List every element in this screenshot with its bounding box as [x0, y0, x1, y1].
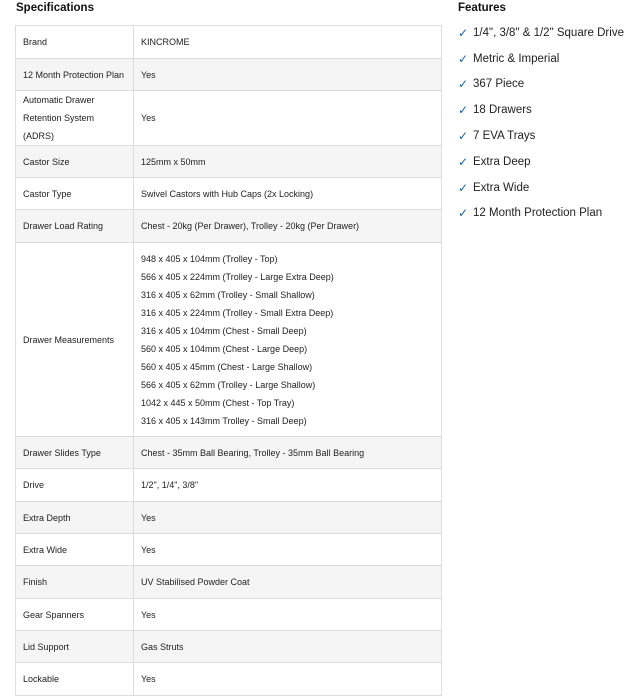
spec-value — [134, 210, 442, 243]
spec-value-line: 1042 x 445 x 50mm (Chest - Top Tray) — [141, 397, 295, 408]
check-icon: ✓ — [458, 180, 469, 195]
spec-value-line: 1/2", 1/4", 3/8" — [141, 480, 199, 490]
feature-text: 1/4", 3/8" & 1/2" Square Drive — [473, 26, 624, 39]
spec-value-line: Chest - 35mm Ball Bearing, Trolley - 35mm Ball Bearing — [141, 447, 365, 458]
feature-item — [458, 97, 624, 123]
spec-value — [134, 59, 442, 91]
spec-value-line: 316 x 405 x 224mm (Trolley - Small Extra Deep) — [141, 307, 334, 318]
spec-row — [16, 59, 442, 91]
feature-text: 7 EVA Trays — [473, 130, 536, 143]
feature-item — [458, 72, 624, 98]
spec-row — [16, 26, 442, 59]
spec-value — [134, 566, 442, 599]
spec-label: Brand — [16, 26, 134, 59]
spec-value-line: 125mm x 50mm — [141, 156, 206, 167]
spec-label: Extra Wide — [16, 534, 134, 566]
spec-value-line: Yes — [141, 512, 156, 523]
spec-value — [134, 599, 442, 631]
spec-label: Castor Size — [16, 146, 134, 178]
spec-label: Drawer Measurements — [16, 243, 134, 437]
spec-value — [134, 146, 442, 178]
spec-value — [134, 91, 442, 146]
spec-value-line: Yes — [141, 113, 156, 123]
feature-item — [458, 46, 624, 72]
feature-item — [458, 149, 624, 175]
spec-value — [134, 243, 442, 437]
spec-value — [134, 178, 442, 210]
spec-value-line: Yes — [141, 69, 156, 80]
spec-value-line: Yes — [141, 544, 156, 555]
spec-label: Finish — [16, 566, 134, 599]
feature-text: Metric & Imperial — [473, 52, 560, 65]
check-icon: ✓ — [458, 25, 469, 40]
spec-value — [134, 469, 442, 502]
spec-row — [16, 437, 442, 469]
spec-value-line: 316 x 405 x 104mm (Chest - Small Deep) — [141, 325, 307, 336]
spec-value-line: 560 x 405 x 45mm (Chest - Large Shallow) — [141, 361, 313, 372]
check-icon: ✓ — [458, 51, 469, 66]
features-list — [458, 20, 624, 226]
spec-value-line: Chest - 20kg (Per Drawer), Trolley - 20kg (Per Drawer) — [141, 221, 360, 231]
specifications-heading: Specifications — [16, 2, 94, 14]
spec-row — [16, 178, 442, 210]
feature-text: 18 Drawers — [473, 104, 532, 117]
spec-label: Gear Spanners — [16, 599, 134, 631]
spec-label: Lockable — [16, 663, 134, 696]
feature-item — [458, 175, 624, 201]
spec-value-line: 566 x 405 x 62mm (Trolley - Large Shallow) — [141, 379, 316, 390]
feature-item — [458, 20, 624, 46]
spec-row — [16, 534, 442, 566]
spec-value — [134, 534, 442, 566]
spec-value — [134, 631, 442, 663]
spec-value — [134, 26, 442, 59]
spec-row — [16, 599, 442, 631]
feature-text: 367 Piece — [473, 78, 525, 91]
spec-value-line: Yes — [141, 674, 156, 684]
spec-label: Drive — [16, 469, 134, 502]
spec-row — [16, 210, 442, 243]
specifications-table — [15, 25, 442, 696]
spec-label: Extra Depth — [16, 502, 134, 534]
spec-row — [16, 469, 442, 502]
spec-value — [134, 437, 442, 469]
feature-text: Extra Deep — [473, 155, 531, 168]
feature-text: 12 Month Protection Plan — [473, 207, 603, 220]
spec-row — [16, 243, 442, 437]
spec-value-line: 566 x 405 x 224mm (Trolley - Large Extra Deep) — [141, 271, 334, 282]
spec-value-line: 316 x 405 x 143mm Trolley - Small Deep) — [141, 415, 307, 426]
spec-value-line: Swivel Castors with Hub Caps (2x Locking) — [141, 188, 314, 199]
spec-label: 12 Month Protection Plan — [16, 59, 134, 91]
spec-value-line: KINCROME — [141, 37, 190, 47]
spec-row — [16, 631, 442, 663]
feature-item — [458, 123, 624, 149]
spec-row — [16, 663, 442, 696]
spec-label: Automatic Drawer Retention System (ADRS) — [16, 91, 134, 146]
spec-label: Drawer Slides Type — [16, 437, 134, 469]
spec-label: Drawer Load Rating — [16, 210, 134, 243]
spec-row — [16, 91, 442, 146]
spec-value-line: Gas Struts — [141, 641, 184, 652]
check-icon: ✓ — [458, 103, 469, 118]
spec-label: Lid Support — [16, 631, 134, 663]
check-icon: ✓ — [458, 77, 469, 92]
feature-text: Extra Wide — [473, 181, 530, 194]
spec-row — [16, 502, 442, 534]
check-icon: ✓ — [458, 154, 469, 169]
spec-value-line: 948 x 405 x 104mm (Trolley - Top) — [141, 253, 278, 264]
spec-value-line: Yes — [141, 609, 156, 620]
spec-value-line: 560 x 405 x 104mm (Chest - Large Deep) — [141, 343, 308, 354]
spec-value — [134, 663, 442, 696]
spec-value-line: 316 x 405 x 62mm (Trolley - Small Shallow) — [141, 289, 315, 300]
spec-row — [16, 146, 442, 178]
spec-label: Castor Type — [16, 178, 134, 210]
features-heading: Features — [458, 2, 506, 14]
spec-row — [16, 566, 442, 599]
check-icon: ✓ — [458, 206, 469, 221]
spec-value — [134, 502, 442, 534]
feature-item — [458, 201, 624, 227]
spec-value-line: UV Stabilised Powder Coat — [141, 577, 250, 587]
check-icon: ✓ — [458, 129, 469, 144]
